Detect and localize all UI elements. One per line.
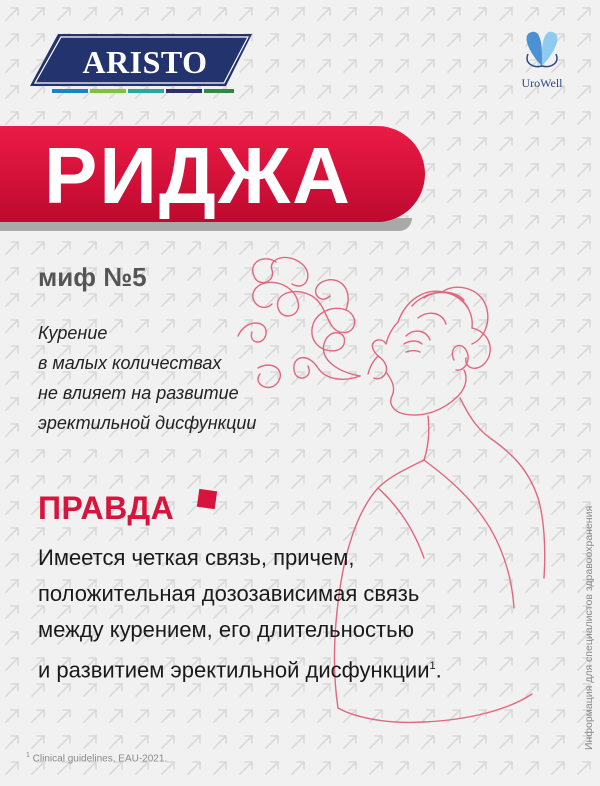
- truth-line: между курением, его длительностью: [38, 617, 415, 642]
- truth-line: Имеется четкая связь, причем,: [38, 545, 355, 570]
- footnote: [26, 752, 167, 764]
- page-title: РИДЖА: [44, 131, 352, 220]
- myth-line: эректильной дисфункции: [38, 413, 257, 433]
- footnote-text: Clinical guidelines, EAU-2021.: [29, 753, 168, 765]
- aristo-logo: [30, 34, 252, 94]
- aristo-logo-text: ARISTO: [82, 44, 208, 80]
- truth-line: [38, 648, 558, 688]
- footnote-reference: 1: [429, 660, 436, 672]
- myth-line: в малых количествах: [38, 353, 222, 373]
- truth-end-punct: .: [435, 657, 442, 683]
- truth-label: ПРАВДА: [38, 490, 175, 526]
- myth-line: Курение: [38, 323, 108, 343]
- urowell-logo-text: UroWell: [521, 76, 563, 90]
- myth-line: не влияет на развитие: [38, 383, 239, 403]
- truth-line: положительная дозозависимая связь: [38, 581, 420, 606]
- accent-square: [197, 489, 217, 509]
- side-note: Информация для специалистов здравоохранения: [583, 505, 595, 750]
- butterfly-icon: [512, 24, 572, 76]
- footnote-marker: 1: [26, 752, 30, 759]
- truth-line-text: и развитием эректильной дисфункции: [38, 657, 430, 683]
- myth-label: миф №5: [38, 262, 147, 292]
- smoker-line-drawing: [228, 248, 558, 768]
- truth-statement: [38, 540, 558, 688]
- urowell-logo: [512, 24, 572, 94]
